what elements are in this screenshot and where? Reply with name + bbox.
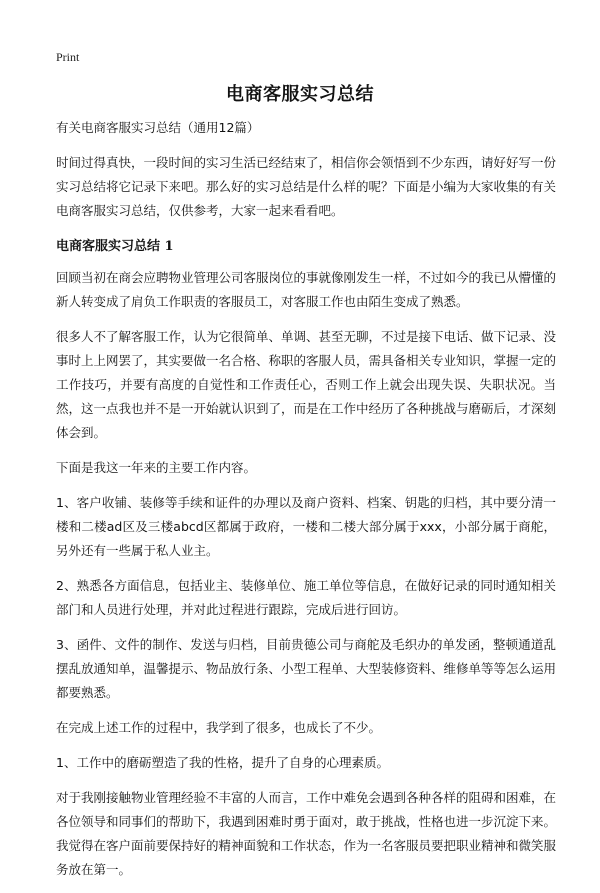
page-title: 电商客服实习总结 <box>226 84 374 105</box>
body-paragraph: 很多人不了解客服工作，认为它很简单、单调、甚至无聊，不过是接下电话、做下记录、没事时上上网罢了，其实要做一名合格、称职的客服人员，需具备相关专业知识，掌握一定的工作技巧，并要有高度的自觉性和工作责任心，否则工作上就会出现失误、失职状况。当然，这一点我也并不是一开始就认识到了，而是在工作中经历了各种挑战与磨砺后，才深刻体会到。 <box>56 329 557 440</box>
section-heading: 电商客服实习总结 1 <box>56 239 174 254</box>
list-item: 2、熟悉各方面信息，包括业主、装修单位、施工单位等信息，在做好记录的同时通知相关部门和人员进行处理，并对此过程进行跟踪，完成后进行回访。 <box>56 578 556 617</box>
subtitle: 有关电商客服实习总结（通用12篇） <box>56 120 260 135</box>
body-paragraph: 回顾当初在商会应聘物业管理公司客服岗位的事就像刚发生一样，不过如今的我已从懵懂的新人转变成了肩负工作职责的客服员工，对客服工作也由陌生变成了熟悉。 <box>56 270 557 309</box>
list-item: 3、函件、文件的制作、发送与归档，目前贵德公司与商舵及毛织办的单发函，整顿通道乱摆乱放通知单，温馨提示、物品放行条、小型工程单、大型装修资料、维修单等等怎么运用都要熟悉。 <box>56 637 557 700</box>
intro-paragraph: 时间过得真快，一段时间的实习生活已经结束了，相信你会领悟到不少东西，请好好写一份实习总结将它记录下来吧。那么好的实习总结是什么样的呢？下面是小编为大家收集的有关电商客服实习总结，仅供参考，大家一起来看看吧。 <box>56 155 557 218</box>
list-item: 1、工作中的磨砺塑造了我的性格，提升了自身的心理素质。 <box>56 755 389 770</box>
body-paragraph: 下面是我这一年来的主要工作内容。 <box>56 460 257 475</box>
document-body <box>56 116 556 893</box>
body-paragraph: 对于我刚接触物业管理经验不丰富的人而言，工作中难免会遇到各种各样的阻碍和困难，在各位领导和同事们的帮助下，我遇到困难时勇于面对，敢于挑战，性格也进一步沉淀下来。我觉得在客户面前要保持好的精神面貌和工作状态，作为一名客服员要把职业精神和微笑服务放在第一。 <box>56 790 557 877</box>
body-paragraph: 在完成上述工作的过程中，我学到了很多，也成长了不少。 <box>56 720 382 735</box>
list-item: 1、客户收铺、装修等手续和证件的办理以及商户资料、档案、钥匙的归档，其中要分清一楼和二楼ad区及三楼abcd区都属于政府，一楼和二楼大部分属于xxx，小部分属于商舵，另外还有一些属于私人业主。 <box>56 495 556 558</box>
print-link[interactable]: Print <box>56 50 80 64</box>
